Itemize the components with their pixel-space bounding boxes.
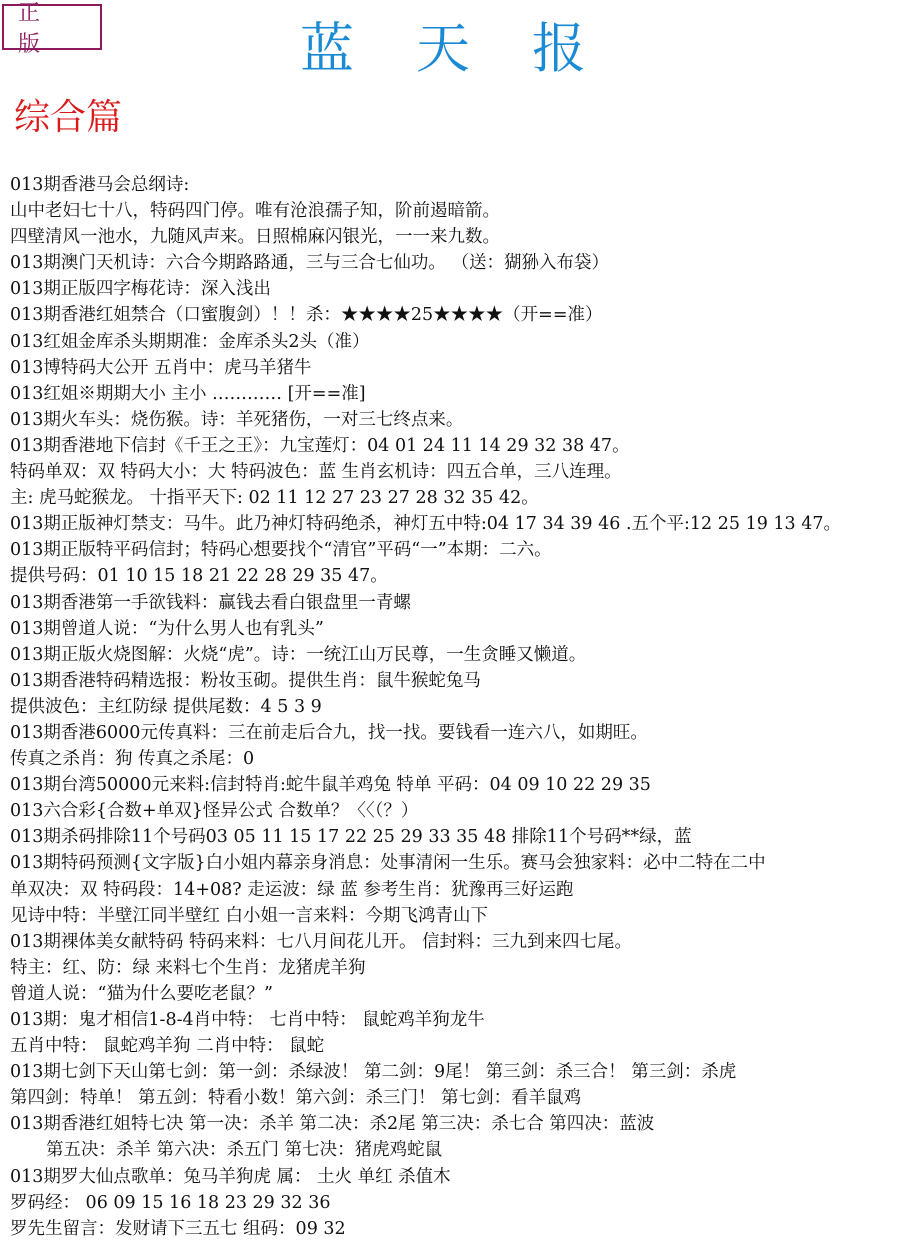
text-line: 013期七剑下天山第七剑：第一剑：杀绿波！ 第二剑：9尾！ 第三剑：杀三合！ 第三剑：杀虎 [10, 1062, 737, 1083]
text-line: 013博特码大公开 五肖中：虎马羊猪牛 [10, 357, 312, 378]
text-line: 013期杀码排除11个号码03 05 11 15 17 22 25 29 33 35 48 排除11个号码**绿，蓝 [10, 827, 692, 848]
text-line: 山中老妇七十八，特码四门停。唯有沧浪孺子知，阶前遏暗箭。 [10, 201, 500, 222]
text-line: 013期香港6000元传真料：三在前走后合九，找一找。要钱看一连六八，如期旺。 [10, 722, 648, 743]
text-line: 013期正版特平码信封；特码心想要找个“清官”平码“一”本期：二六。 [10, 540, 552, 561]
paper-title: 蓝天报 [300, 17, 648, 80]
text-line: 特主：红、防：绿 来料七个生肖：龙猪虎羊狗 [10, 957, 366, 978]
text-line: 013期香港马会总纲诗: [10, 175, 190, 195]
text-line: 提供号码：01 10 15 18 21 22 28 29 35 47。 [10, 566, 388, 587]
text-line: 013期正版四字梅花诗：深入浅出 [10, 279, 271, 300]
text-line: 提供波色：主红防绿 提供尾数：4 5 3 9 [10, 696, 322, 717]
text-line: 013期台湾50000元来料:信封特肖:蛇牛鼠羊鸡兔 特单 平码：04 09 10 22 29 35 [10, 775, 651, 796]
text-line: 013期特码预测{文字版}白小姐内幕亲身消息：处事清闲一生乐。赛马会独家料：必中二特在二中 [10, 853, 766, 874]
text-line: 013期香港红姐禁合（口蜜腹剑）！！杀：★★★★25★★★★（开==准） [10, 305, 603, 326]
text-line: 013六合彩{合数+单双}怪异公式 合数单？〈〈（？） [10, 801, 419, 822]
text-line: 013红姐金库杀头期期准：金库杀头2头（准） [10, 331, 370, 352]
text-line: 四壁清风一池水，九随风声来。日照棉麻闪银光，一一来九数。 [10, 227, 500, 248]
section-heading: 综合篇 [14, 97, 123, 138]
text-line: 罗先生留言：发财请下三五七 组码：09 32 [10, 1218, 346, 1239]
text-line: 五肖中特： 鼠蛇鸡羊狗 二肖中特： 鼠蛇 [10, 1036, 325, 1057]
text-line: 013期香港地下信封《千王之王》：九宝莲灯：04 01 24 11 14 29 32 38 47。 [10, 435, 630, 456]
text-line: 013期罗大仙点歌单：兔马羊狗虎 属： 土火 单红 杀值木 [10, 1166, 451, 1187]
text-line: 013期正版火烧图解：火烧“虎”。诗：一统江山万民尊，一生贪睡又懒道。 [10, 644, 587, 665]
text-line: 第五决：杀羊 第六决：杀五门 第七决：猪虎鸡蛇鼠 [46, 1140, 443, 1161]
text-line: 013期裸体美女献特码 特码来料：七八月间花儿开。 信封料：三九到来四七尾。 [10, 931, 633, 952]
text-line: 单双决：双 特码段：14+08? 走运波：绿 蓝 参考生肖：犹豫再三好运跑 [10, 879, 574, 900]
text-line: 013期曾道人说：“为什么男人也有乳头” [10, 618, 324, 639]
text-line: 013期：鬼才相信1-8-4肖中特： 七肖中特： 鼠蛇鸡羊狗龙牛 [10, 1010, 485, 1030]
text-line: 曾道人说：“猫为什么要吃老鼠？” [10, 983, 273, 1004]
text-line: 013红姐※期期大小 主小 ………… [开==准] [10, 383, 366, 404]
text-line: 特码单双：双 特码大小：大 特码波色：蓝 生肖玄机诗：四五合单，三八连理。 [10, 462, 622, 483]
text-line: 罗码经： 06 09 15 16 18 23 29 32 36 [10, 1192, 331, 1213]
text-line: 第四剑：特单！ 第五剑：特看小数！第六剑：杀三门！ 第七剑：看羊鼠鸡 [10, 1088, 582, 1109]
text-line: 013期香港特码精选报：粉妆玉砌。提供生肖：鼠牛猴蛇兔马 [10, 670, 481, 691]
text-line: 013期正版神灯禁支：马牛。此乃神灯特码绝杀，神灯五中特:04 17 34 39 46 .五个平:12 25 19 13 47。 [10, 514, 841, 535]
text-line: 013期澳门天机诗：六合今期路路通，三与三合七仙功。 （送：猢狲入布袋） [10, 253, 609, 274]
text-line: 主: 虎马蛇猴龙。 十指平天下: 02 11 12 27 23 27 28 32 35 42。 [10, 488, 539, 509]
edition-badge: 正 版 [2, 4, 102, 50]
text-line: 见诗中特：半壁江同半壁红 白小姐一言来料：今期飞鸿青山下 [10, 905, 489, 926]
text-line: 013期香港第一手欲钱料：赢钱去看白银盘里一青螺 [10, 592, 411, 613]
text-line: 013期香港红姐特七决 第一决：杀羊 第二决：杀2尾 第三决：杀七合 第四决：蓝波 [10, 1114, 655, 1135]
article-body [10, 172, 900, 1242]
text-line: 013期火车头：烧伤猴。诗：羊死猪伤，一对三七终点来。 [10, 409, 464, 430]
text-line: 传真之杀肖：狗 传真之杀尾：0 [10, 749, 255, 770]
